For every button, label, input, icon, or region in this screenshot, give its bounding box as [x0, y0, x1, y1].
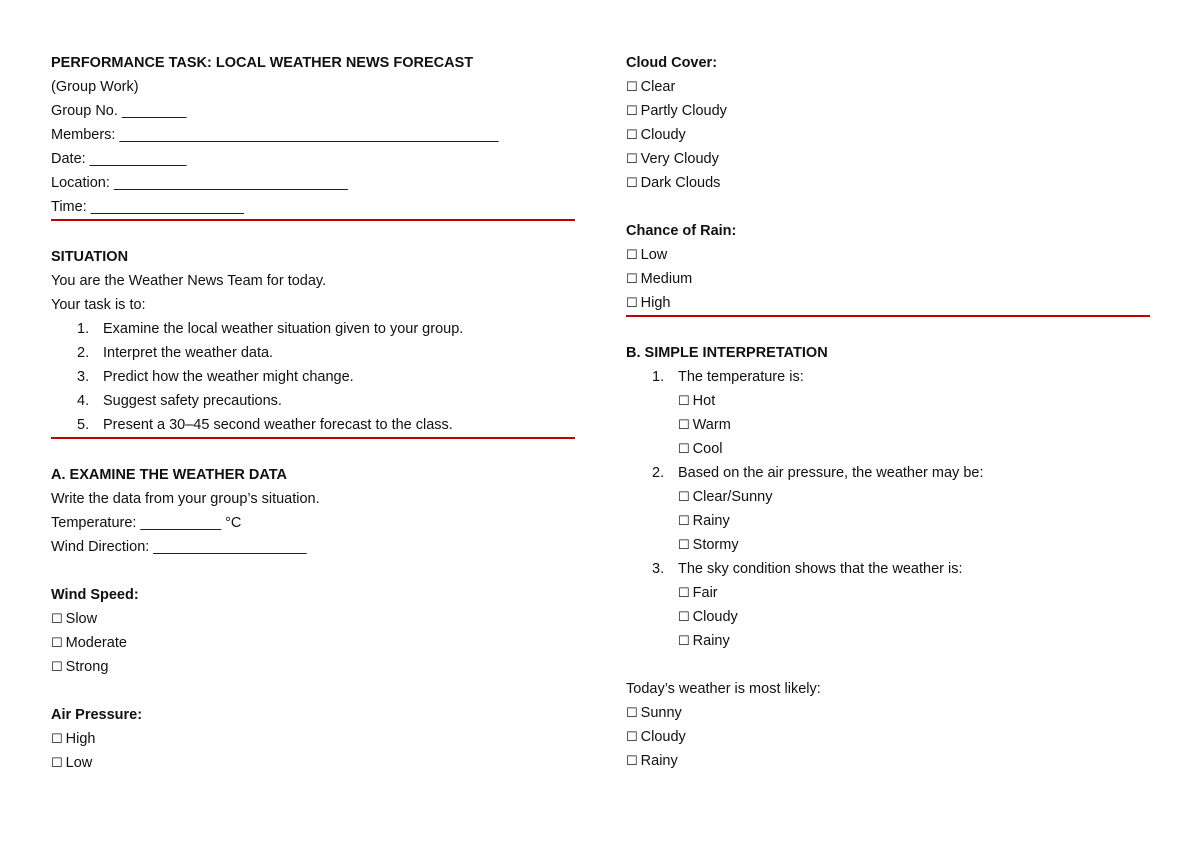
checkbox-icon[interactable]: ☐ [626, 104, 638, 119]
checkbox-option[interactable] [626, 243, 1150, 267]
checkbox-icon[interactable]: ☐ [678, 610, 690, 625]
checkbox-option[interactable] [626, 99, 1150, 123]
checkbox-option[interactable] [626, 605, 1150, 629]
checkbox-option[interactable] [626, 629, 1150, 653]
checkbox-option[interactable] [626, 701, 1150, 725]
question-text: The sky condition shows that the weather is: [678, 561, 963, 577]
checkbox-option[interactable] [626, 267, 1150, 291]
task-number: 1. [77, 321, 90, 337]
checkbox-icon[interactable]: ☐ [51, 636, 63, 651]
task-text: Predict how the weather might change. [103, 369, 354, 385]
checkbox-icon[interactable]: ☐ [51, 732, 63, 747]
checkbox-icon[interactable]: ☐ [678, 418, 690, 433]
cloud-cover-label: Cloud Cover: [626, 55, 718, 71]
checkbox-option[interactable] [626, 437, 1150, 461]
checkbox-icon[interactable]: ☐ [678, 634, 690, 649]
wind-speed-label: Wind Speed: [51, 587, 139, 603]
task-item [51, 389, 575, 413]
checkbox-icon[interactable]: ☐ [626, 730, 638, 745]
option-label: Low [65, 755, 93, 771]
option-label: Clear/Sunny [692, 489, 773, 505]
option-label: Moderate [65, 635, 127, 651]
checkbox-option[interactable] [51, 607, 575, 631]
option-label: Slow [65, 611, 98, 627]
question-number: 2. [652, 465, 665, 481]
checkbox-icon[interactable]: ☐ [626, 152, 638, 167]
question-item [626, 461, 1150, 485]
option-label: Cloudy [640, 729, 686, 745]
right-column [626, 51, 1150, 773]
checkbox-icon[interactable]: ☐ [678, 586, 690, 601]
checkbox-option[interactable] [626, 123, 1150, 147]
option-label: Medium [640, 271, 693, 287]
situation-intro: You are the Weather News Team for today. [51, 273, 327, 289]
checkbox-option[interactable] [626, 485, 1150, 509]
checkbox-option[interactable] [626, 581, 1150, 605]
task-text: Suggest safety precautions. [103, 393, 282, 409]
question-number: 3. [652, 561, 665, 577]
checkbox-option[interactable] [626, 75, 1150, 99]
group-no-field: Group No. ________ [51, 103, 187, 119]
section-a-heading: A. EXAMINE THE WEATHER DATA [51, 467, 288, 483]
question-item [626, 365, 1150, 389]
date-field: Date: ____________ [51, 151, 187, 167]
chance-of-rain-label: Chance of Rain: [626, 223, 737, 239]
task-text: Present a 30–45 second weather forecast to the class. [103, 417, 453, 433]
task-number: 2. [77, 345, 90, 361]
question-text: The temperature is: [678, 369, 804, 385]
group-work-note: (Group Work) [51, 79, 139, 95]
checkbox-option[interactable] [626, 171, 1150, 195]
checkbox-icon[interactable]: ☐ [678, 538, 690, 553]
air-pressure-label: Air Pressure: [51, 707, 143, 723]
checkbox-icon[interactable]: ☐ [626, 248, 638, 263]
option-label: Rainy [692, 513, 730, 529]
option-label: Hot [692, 393, 716, 409]
today-weather-label: Today’s weather is most likely: [626, 681, 821, 697]
worksheet-title: PERFORMANCE TASK: LOCAL WEATHER NEWS FORECAST [51, 55, 474, 71]
checkbox-option[interactable] [626, 389, 1150, 413]
temperature-field: Temperature: __________ °C [51, 515, 242, 531]
checkbox-option[interactable] [626, 509, 1150, 533]
checkbox-icon[interactable]: ☐ [626, 128, 638, 143]
section-b-heading: B. SIMPLE INTERPRETATION [626, 345, 828, 361]
checkbox-icon[interactable]: ☐ [626, 296, 638, 311]
checkbox-icon[interactable]: ☐ [51, 756, 63, 771]
option-label: Rainy [692, 633, 730, 649]
task-intro: Your task is to: [51, 297, 146, 313]
checkbox-option[interactable] [626, 147, 1150, 171]
option-label: Sunny [640, 705, 682, 721]
checkbox-icon[interactable]: ☐ [51, 612, 63, 627]
checkbox-option[interactable] [626, 533, 1150, 557]
checkbox-option[interactable] [51, 727, 575, 751]
option-label: Cool [692, 441, 723, 457]
option-label: Cloudy [692, 609, 738, 625]
task-item [51, 365, 575, 389]
task-item [51, 317, 575, 341]
checkbox-icon[interactable]: ☐ [678, 442, 690, 457]
checkbox-icon[interactable]: ☐ [51, 660, 63, 675]
checkbox-option[interactable] [51, 631, 575, 655]
wind-direction-field: Wind Direction: ___________________ [51, 539, 307, 555]
option-label: Warm [692, 417, 731, 433]
time-field: Time: ___________________ [51, 199, 244, 215]
section-a-instruction: Write the data from your group’s situation. [51, 491, 320, 507]
option-label: High [640, 295, 671, 311]
task-text: Examine the local weather situation given to your group. [103, 321, 464, 337]
checkbox-icon[interactable]: ☐ [626, 272, 638, 287]
checkbox-icon[interactable]: ☐ [678, 514, 690, 529]
task-item [51, 413, 575, 437]
option-label: Low [640, 247, 668, 263]
checkbox-option[interactable] [626, 291, 1150, 315]
left-column [51, 51, 575, 775]
location-field: Location: _____________________________ [51, 175, 348, 191]
checkbox-icon[interactable]: ☐ [626, 176, 638, 191]
option-label: Stormy [692, 537, 739, 553]
question-text: Based on the air pressure, the weather may be: [678, 465, 984, 481]
task-number: 3. [77, 369, 90, 385]
option-label: Partly Cloudy [640, 103, 727, 119]
checkbox-option[interactable] [626, 413, 1150, 437]
task-number: 5. [77, 417, 90, 433]
situation-heading: SITUATION [51, 249, 129, 265]
members-field: Members: _______________________________________________ [51, 127, 499, 143]
option-label: Clear [640, 79, 676, 95]
option-label: Dark Clouds [640, 175, 721, 191]
checkbox-option[interactable] [51, 655, 575, 679]
question-item [626, 557, 1150, 581]
task-text: Interpret the weather data. [103, 345, 274, 361]
checkbox-icon[interactable]: ☐ [626, 706, 638, 721]
option-label: Fair [692, 585, 718, 601]
checkbox-option[interactable] [626, 725, 1150, 749]
checkbox-icon[interactable]: ☐ [678, 394, 690, 409]
checkbox-option[interactable] [626, 749, 1150, 773]
checkbox-icon[interactable]: ☐ [626, 754, 638, 769]
checkbox-icon[interactable]: ☐ [626, 80, 638, 95]
option-label: High [65, 731, 96, 747]
checkbox-icon[interactable]: ☐ [678, 490, 690, 505]
checkbox-option[interactable] [51, 751, 575, 775]
option-label: Strong [65, 659, 109, 675]
task-number: 4. [77, 393, 90, 409]
question-number: 1. [652, 369, 665, 385]
option-label: Rainy [640, 753, 678, 769]
task-item [51, 341, 575, 365]
option-label: Very Cloudy [640, 151, 719, 167]
option-label: Cloudy [640, 127, 686, 143]
